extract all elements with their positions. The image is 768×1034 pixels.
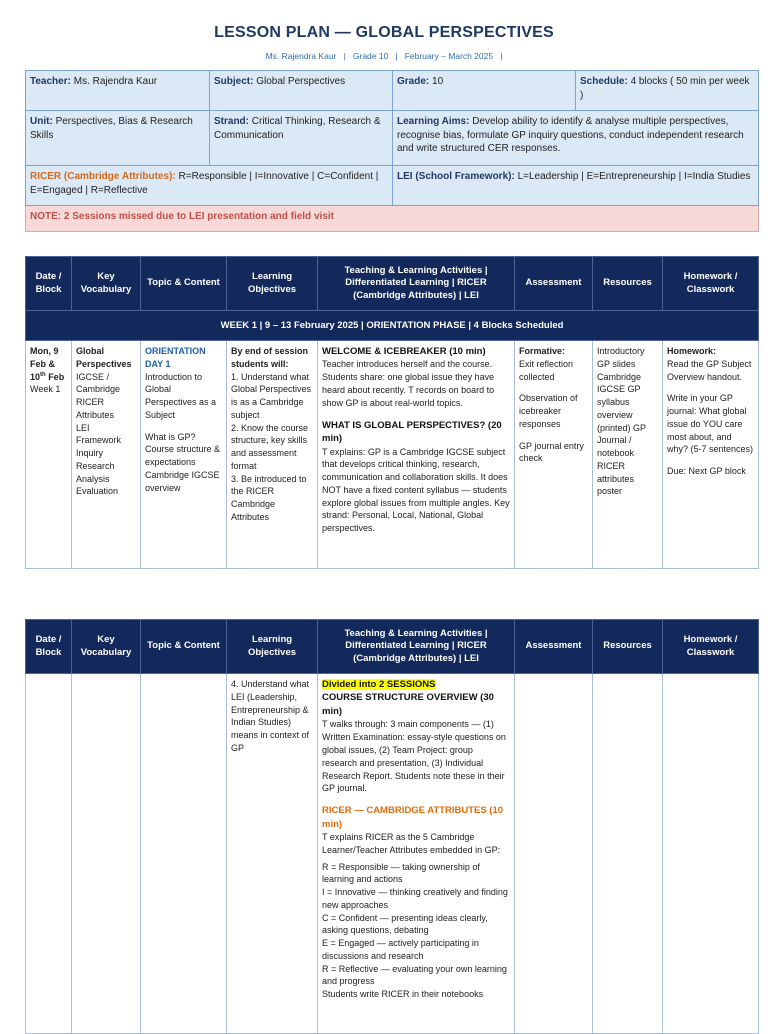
vocab-cell: [72, 674, 141, 1034]
aims-label: Learning Aims:: [397, 116, 470, 127]
unit-label: Unit:: [30, 116, 53, 127]
activities-cell: [318, 674, 515, 1034]
topic-text: Introduction to Global Perspectives as a Subject: [145, 371, 217, 420]
date-cell: [26, 674, 72, 1034]
block-label: Week 1: [30, 384, 61, 395]
vocab-item: Attributes: [76, 409, 115, 420]
header-date: Date / Block: [26, 257, 72, 311]
objectives-cell: [227, 341, 318, 569]
objective-item: 1. Understand what Global Perspectives is as a Cambridge subject: [231, 371, 312, 420]
activity-heading: COURSE STRUCTURE OVERVIEW (30 min): [322, 692, 494, 717]
homework-item: Write in your GP journal: What global issue do YOU care most about, and why? (5-7 sentences): [667, 393, 754, 455]
ricer-cell: [26, 166, 393, 206]
header-assessment: Assessment: [515, 257, 593, 311]
vocab-item: IGCSE /: [76, 371, 110, 382]
header-activities: Teaching & Learning Activities | Differentiated Learning | RICER (Cambridge Attributes) | LEI: [318, 620, 515, 674]
activity-heading-ricer: RICER — CAMBRIDGE ATTRIBUTES (10 min): [322, 805, 504, 830]
week-banner: WEEK 1 | 9 – 13 February 2025 | ORIENTATION PHASE | 4 Blocks Scheduled: [26, 311, 759, 341]
assessment-heading: Formative:: [519, 346, 566, 356]
assessment-item: GP journal entry check: [519, 440, 584, 464]
header-homework: Homework / Classwork: [663, 257, 759, 311]
header-date: Date / Block: [26, 620, 72, 674]
ricer-item: I = Innovative — thinking creatively and finding new approaches: [322, 887, 508, 910]
activity-text: T explains: GP is a Cambridge IGCSE subject that develops critical thinking, research, communication and collaboration skills. It does NOT have a fixed content syllabus — students explore global issues from multiple angles. Key strand: Personal, Local, National, Global perspectives.: [322, 446, 510, 534]
assessment-cell: [515, 674, 593, 1034]
activities-cell: [318, 341, 515, 569]
resources-text: Introductory GP slides Cambridge IGCSE GP syllabus overview (printed) GP Journal / notebook RICER attributes poster: [597, 346, 646, 497]
subtitle-teacher: Ms. Rajendra Kaur: [265, 51, 337, 61]
schedule-label: Schedule:: [580, 76, 628, 87]
subtitle-grade: Grade 10: [352, 51, 389, 61]
lei-label: LEI (School Framework):: [397, 171, 515, 182]
homework-item: Read the GP Subject Overview handout.: [667, 358, 752, 382]
topic-cell: [141, 674, 227, 1034]
lei-value: L=Leadership | E=Entrepreneurship | I=India Studies: [517, 171, 751, 182]
vocab-item: Cambridge: [76, 384, 121, 395]
aims-cell: [393, 111, 759, 166]
vocab-item: Evaluation: [76, 486, 119, 497]
homework-heading: Homework:: [667, 346, 717, 356]
activity-heading: WHAT IS GLOBAL PERSPECTIVES? (20 min): [322, 419, 502, 445]
date-month: Feb: [45, 371, 65, 382]
activity-heading: WELCOME & ICEBREAKER (10 min): [322, 346, 486, 357]
objective-item: 3. Be introduced to the RICER Cambridge Attributes: [231, 473, 307, 522]
course-info-table: [25, 70, 759, 232]
subtitle-sep: |: [343, 51, 346, 61]
vocab-item: Research: [76, 460, 115, 471]
ricer-label: RICER (Cambridge Attributes):: [30, 171, 176, 182]
unit-value: Perspectives, Bias & Research Skills: [30, 116, 193, 141]
subject-cell: [210, 71, 393, 111]
homework-cell: [663, 341, 759, 569]
ricer-item: R = Reflective — evaluating your own learning and progress: [322, 963, 507, 987]
date-suffix: th: [40, 371, 46, 378]
vocab-item: Framework: [76, 435, 122, 446]
subtitle-sep: |: [395, 51, 398, 61]
objectives-cell: [227, 674, 318, 1034]
activity-text: Students write RICER in their notebooks: [322, 989, 484, 1000]
homework-item: Due: Next GP block: [667, 466, 746, 477]
ricer-value: R=Responsible | I=Innovative | C=Confident | E=Engaged | R=Reflective: [30, 171, 379, 196]
strand-value: Critical Thinking, Research & Communication: [214, 116, 381, 141]
header-objectives: Learning Objectives: [227, 257, 318, 311]
activity-text: T explains RICER as the 5 Cambridge Learner/Teacher Attributes embedded in GP:: [322, 832, 501, 855]
vocab-item: Analysis: [76, 473, 110, 484]
sessions-highlight: Divided into 2 SESSIONS: [322, 679, 436, 690]
date-line: Feb &: [30, 358, 56, 369]
header-topic: Topic & Content: [141, 620, 227, 674]
topic-heading: ORIENTATION DAY 1: [145, 346, 206, 369]
date-line: [30, 371, 67, 384]
activity-text: T walks through: 3 main components — (1) Written Examination: essay-style questions on global issues, (2) Team Project: group research and presentation, (3) Individual Research Report. Students note these in their GP journal.: [322, 719, 506, 794]
header-topic: Topic & Content: [141, 257, 227, 311]
page-subtitle: [0, 51, 768, 61]
schedule-cell: [576, 71, 759, 111]
teacher-value: Ms. Rajendra Kaur: [73, 76, 158, 87]
grade-value: 10: [432, 76, 444, 87]
subtitle-sep: |: [500, 51, 503, 61]
subject-label: Subject:: [214, 76, 254, 87]
ricer-item: E = Engaged — actively participating in discussions and research: [322, 938, 479, 961]
topic-text: What is GP? Course structure & expectations Cambridge IGCSE overview: [145, 431, 221, 493]
topic-cell: [141, 341, 227, 569]
header-activities: Teaching & Learning Activities | Differentiated Learning | RICER (Cambridge Attributes) | LEI: [318, 257, 515, 311]
note-banner: NOTE: 2 Sessions missed due to LEI presentation and field visit: [26, 206, 759, 232]
grade-label: Grade:: [397, 76, 430, 87]
date-day: 10: [30, 371, 41, 382]
date-line: Mon, 9: [30, 346, 59, 356]
schedule-value: 4 blocks ( 50 min per week ): [580, 76, 750, 101]
lesson-plan-table-continued: [25, 619, 759, 1034]
assessment-item: Exit reflection collected: [519, 358, 574, 382]
strand-cell: [210, 111, 393, 166]
vocab-heading: Global Perspectives: [76, 346, 132, 369]
subject-value: Global Perspectives: [256, 76, 346, 87]
homework-cell: [663, 674, 759, 1034]
aims-value: Develop ability to identify & analyse multiple perspectives, recognise bias, formulate GP inquiry questions, conduct independent research and write structured CER responses.: [397, 116, 744, 154]
header-assessment: Assessment: [515, 620, 593, 674]
vocab-item: RICER: [76, 397, 105, 408]
date-cell: [26, 341, 72, 569]
ricer-item: R = Responsible — taking ownership of learning and actions: [322, 861, 480, 885]
strand-label: Strand:: [214, 116, 249, 127]
vocab-cell: [72, 341, 141, 569]
header-resources: Resources: [593, 620, 663, 674]
assessment-item: Observation of icebreaker responses: [519, 393, 578, 429]
teacher-cell: [26, 71, 210, 111]
teacher-label: Teacher:: [30, 76, 71, 87]
subtitle-dates: February – March 2025: [404, 51, 494, 61]
header-objectives: Learning Objectives: [227, 620, 318, 674]
header-homework: Homework / Classwork: [663, 620, 759, 674]
objective-item: 4. Understand what LEI (Leadership, Entrepreneurship & Indian Studies) means in context of GP: [231, 679, 310, 753]
ricer-item: C = Confident — presenting ideas clearly, asking questions, debating: [322, 912, 488, 936]
page-title: LESSON PLAN — GLOBAL PERSPECTIVES: [214, 24, 554, 41]
lesson-plan-table-week1: [25, 256, 759, 569]
vocab-item: LEI: [76, 422, 90, 433]
header-resources: Resources: [593, 257, 663, 311]
header-vocab: Key Vocabulary: [72, 257, 141, 311]
grade-cell: [393, 71, 576, 111]
activity-text: Teacher introduces herself and the course. Students share: one global issue they have heard about recently. T records on board to show GP is about real-world topics.: [322, 359, 495, 408]
assessment-cell: [515, 341, 593, 569]
lei-cell: [393, 166, 759, 206]
vocab-item: Inquiry: [76, 448, 104, 459]
header-vocab: Key Vocabulary: [72, 620, 141, 674]
objectives-heading: By end of session students will:: [231, 346, 309, 369]
objective-item: 2. Know the course structure, key skills and assessment format: [231, 422, 309, 471]
unit-cell: [26, 111, 210, 166]
resources-cell: [593, 341, 663, 569]
resources-cell: [593, 674, 663, 1034]
